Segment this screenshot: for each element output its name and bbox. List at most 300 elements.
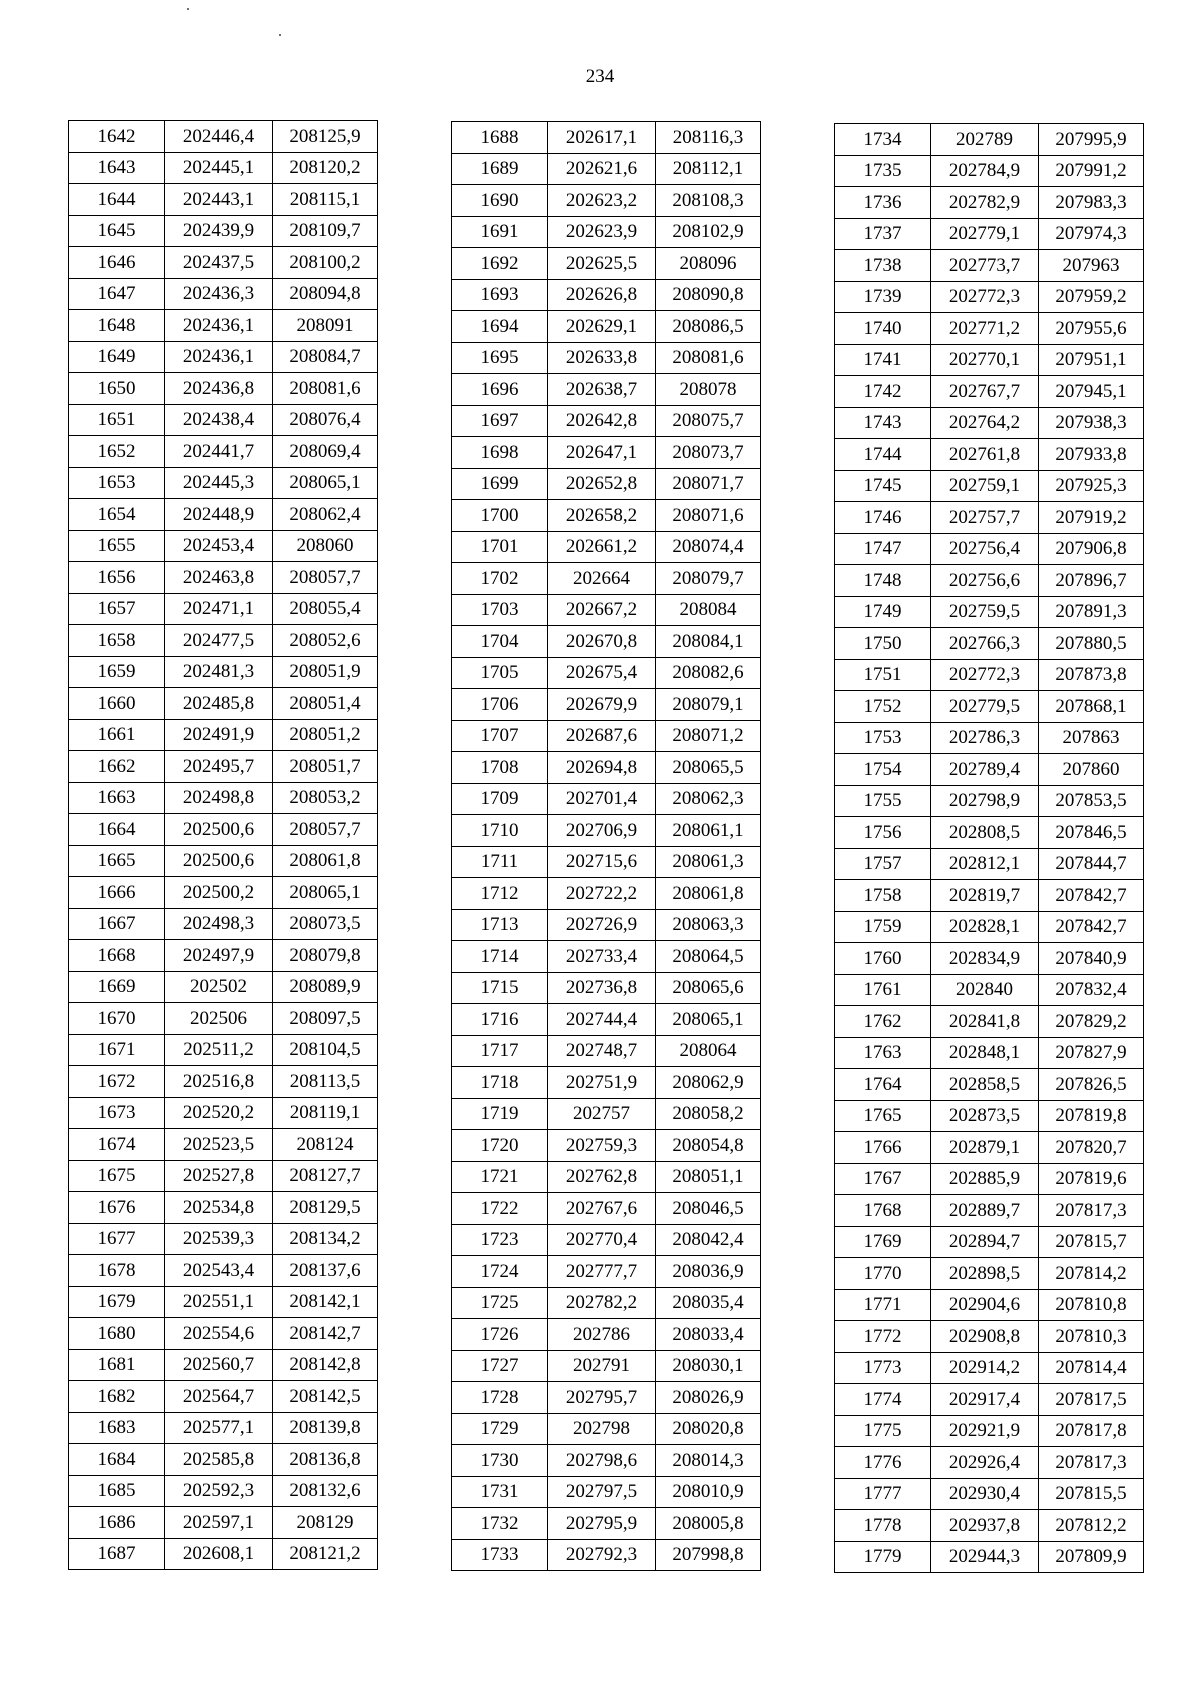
y-coordinate-cell: 207995,9 <box>1039 124 1144 156</box>
x-coordinate-cell: 202944,3 <box>931 1541 1039 1573</box>
point-number-cell: 1655 <box>69 530 165 562</box>
y-coordinate-cell: 208065,1 <box>273 467 378 499</box>
table-row <box>452 594 761 626</box>
x-coordinate-cell: 202757,7 <box>931 502 1039 534</box>
table-row <box>452 1067 761 1099</box>
x-coordinate-cell: 202485,8 <box>165 688 273 720</box>
x-coordinate-cell: 202879,1 <box>931 1132 1039 1164</box>
y-coordinate-cell: 208079,8 <box>273 940 378 972</box>
x-coordinate-cell: 202706,9 <box>548 815 656 847</box>
table-row <box>835 376 1144 408</box>
table-row <box>452 1004 761 1036</box>
x-coordinate-cell: 202904,6 <box>931 1289 1039 1321</box>
point-number-cell: 1754 <box>835 754 931 786</box>
point-number-cell: 1710 <box>452 815 548 847</box>
point-number-cell: 1650 <box>69 373 165 405</box>
point-number-cell: 1670 <box>69 1003 165 1035</box>
table-row <box>452 1130 761 1162</box>
table-row <box>69 215 378 247</box>
table-row <box>69 1538 378 1570</box>
x-coordinate-cell: 202791 <box>548 1350 656 1382</box>
x-coordinate-cell: 202772,3 <box>931 659 1039 691</box>
point-number-cell: 1664 <box>69 814 165 846</box>
x-coordinate-cell: 202629,1 <box>548 311 656 343</box>
table-row <box>69 1160 378 1192</box>
table-row <box>452 1350 761 1382</box>
table-row <box>452 1287 761 1319</box>
x-coordinate-cell: 202497,9 <box>165 940 273 972</box>
x-coordinate-cell: 202523,5 <box>165 1129 273 1161</box>
y-coordinate-cell: 208065,1 <box>656 1004 761 1036</box>
table-row <box>835 1289 1144 1321</box>
point-number-cell: 1748 <box>835 565 931 597</box>
table-row <box>452 878 761 910</box>
point-number-cell: 1728 <box>452 1382 548 1414</box>
x-coordinate-cell: 202885,9 <box>931 1163 1039 1195</box>
point-number-cell: 1684 <box>69 1444 165 1476</box>
y-coordinate-cell: 208119,1 <box>273 1097 378 1129</box>
x-coordinate-cell: 202840 <box>931 974 1039 1006</box>
point-number-cell: 1698 <box>452 437 548 469</box>
y-coordinate-cell: 207868,1 <box>1039 691 1144 723</box>
x-coordinate-cell: 202500,2 <box>165 877 273 909</box>
y-coordinate-cell: 207815,5 <box>1039 1478 1144 1510</box>
point-number-cell: 1720 <box>452 1130 548 1162</box>
scan-speck <box>279 34 281 36</box>
point-number-cell: 1700 <box>452 500 548 532</box>
table-row <box>452 689 761 721</box>
table-row <box>835 848 1144 880</box>
y-coordinate-cell: 207832,4 <box>1039 974 1144 1006</box>
y-coordinate-cell: 208096 <box>656 248 761 280</box>
x-coordinate-cell: 202625,5 <box>548 248 656 280</box>
x-coordinate-cell: 202828,1 <box>931 911 1039 943</box>
table-row <box>835 1384 1144 1416</box>
x-coordinate-cell: 202436,1 <box>165 341 273 373</box>
point-number-cell: 1726 <box>452 1319 548 1351</box>
point-number-cell: 1708 <box>452 752 548 784</box>
point-number-cell: 1719 <box>452 1098 548 1130</box>
point-number-cell: 1711 <box>452 846 548 878</box>
point-number-cell: 1666 <box>69 877 165 909</box>
point-number-cell: 1689 <box>452 153 548 185</box>
table-row <box>69 373 378 405</box>
y-coordinate-cell: 208061,1 <box>656 815 761 847</box>
point-number-cell: 1688 <box>452 122 548 154</box>
page-number: 234 <box>585 66 615 87</box>
point-number-cell: 1662 <box>69 751 165 783</box>
y-coordinate-cell: 208102,9 <box>656 216 761 248</box>
y-coordinate-cell: 207829,2 <box>1039 1006 1144 1038</box>
point-number-cell: 1657 <box>69 593 165 625</box>
point-number-cell: 1752 <box>835 691 931 723</box>
y-coordinate-cell: 208042,4 <box>656 1224 761 1256</box>
table-row <box>69 940 378 972</box>
table-row <box>452 405 761 437</box>
coordinates-table-1 <box>68 120 378 1570</box>
table-row <box>452 1098 761 1130</box>
x-coordinate-cell: 202633,8 <box>548 342 656 374</box>
point-number-cell: 1645 <box>69 215 165 247</box>
x-coordinate-cell: 202623,2 <box>548 185 656 217</box>
point-number-cell: 1663 <box>69 782 165 814</box>
x-coordinate-cell: 202638,7 <box>548 374 656 406</box>
x-coordinate-cell: 202516,8 <box>165 1066 273 1098</box>
x-coordinate-cell: 202495,7 <box>165 751 273 783</box>
point-number-cell: 1772 <box>835 1321 931 1353</box>
point-number-cell: 1718 <box>452 1067 548 1099</box>
x-coordinate-cell: 202773,7 <box>931 250 1039 282</box>
point-number-cell: 1668 <box>69 940 165 972</box>
table-row <box>69 404 378 436</box>
x-coordinate-cell: 202554,6 <box>165 1318 273 1350</box>
point-number-cell: 1758 <box>835 880 931 912</box>
x-coordinate-cell: 202701,4 <box>548 783 656 815</box>
point-number-cell: 1713 <box>452 909 548 941</box>
y-coordinate-cell: 208058,2 <box>656 1098 761 1130</box>
table-row <box>69 1003 378 1035</box>
y-coordinate-cell: 207991,2 <box>1039 155 1144 187</box>
point-number-cell: 1739 <box>835 281 931 313</box>
y-coordinate-cell: 208134,2 <box>273 1223 378 1255</box>
table-row <box>835 1352 1144 1384</box>
y-coordinate-cell: 207814,2 <box>1039 1258 1144 1290</box>
x-coordinate-cell: 202448,9 <box>165 499 273 531</box>
table-row <box>69 1034 378 1066</box>
x-coordinate-cell: 202756,6 <box>931 565 1039 597</box>
point-number-cell: 1760 <box>835 943 931 975</box>
point-number-cell: 1753 <box>835 722 931 754</box>
x-coordinate-cell: 202756,4 <box>931 533 1039 565</box>
point-number-cell: 1677 <box>69 1223 165 1255</box>
point-number-cell: 1658 <box>69 625 165 657</box>
point-number-cell: 1779 <box>835 1541 931 1573</box>
table-row <box>835 470 1144 502</box>
y-coordinate-cell: 208061,8 <box>273 845 378 877</box>
y-coordinate-cell: 207951,1 <box>1039 344 1144 376</box>
y-coordinate-cell: 208081,6 <box>656 342 761 374</box>
point-number-cell: 1742 <box>835 376 931 408</box>
table-row <box>452 783 761 815</box>
y-coordinate-cell: 207812,2 <box>1039 1510 1144 1542</box>
point-number-cell: 1683 <box>69 1412 165 1444</box>
point-number-cell: 1771 <box>835 1289 931 1321</box>
x-coordinate-cell: 202445,3 <box>165 467 273 499</box>
x-coordinate-cell: 202789 <box>931 124 1039 156</box>
y-coordinate-cell: 208055,4 <box>273 593 378 625</box>
y-coordinate-cell: 208071,2 <box>656 720 761 752</box>
x-coordinate-cell: 202577,1 <box>165 1412 273 1444</box>
point-number-cell: 1751 <box>835 659 931 691</box>
table-row <box>69 1507 378 1539</box>
point-number-cell: 1709 <box>452 783 548 815</box>
y-coordinate-cell: 207827,9 <box>1039 1037 1144 1069</box>
table-row <box>69 1412 378 1444</box>
x-coordinate-cell: 202667,2 <box>548 594 656 626</box>
table-row <box>69 1349 378 1381</box>
table-row <box>69 1475 378 1507</box>
y-coordinate-cell: 207814,4 <box>1039 1352 1144 1384</box>
point-number-cell: 1750 <box>835 628 931 660</box>
point-number-cell: 1651 <box>69 404 165 436</box>
x-coordinate-cell: 202498,8 <box>165 782 273 814</box>
point-number-cell: 1690 <box>452 185 548 217</box>
table-row <box>452 815 761 847</box>
table-row <box>835 1195 1144 1227</box>
table-row <box>835 596 1144 628</box>
y-coordinate-cell: 208137,6 <box>273 1255 378 1287</box>
table-row <box>835 911 1144 943</box>
x-coordinate-cell: 202500,6 <box>165 845 273 877</box>
x-coordinate-cell: 202795,7 <box>548 1382 656 1414</box>
y-coordinate-cell: 208046,5 <box>656 1193 761 1225</box>
y-coordinate-cell: 208062,3 <box>656 783 761 815</box>
y-coordinate-cell: 207819,8 <box>1039 1100 1144 1132</box>
point-number-cell: 1665 <box>69 845 165 877</box>
y-coordinate-cell: 207863 <box>1039 722 1144 754</box>
point-number-cell: 1716 <box>452 1004 548 1036</box>
point-number-cell: 1704 <box>452 626 548 658</box>
y-coordinate-cell: 207963 <box>1039 250 1144 282</box>
point-number-cell: 1724 <box>452 1256 548 1288</box>
point-number-cell: 1768 <box>835 1195 931 1227</box>
table-row <box>452 153 761 185</box>
x-coordinate-cell: 202782,2 <box>548 1287 656 1319</box>
point-number-cell: 1747 <box>835 533 931 565</box>
x-coordinate-cell: 202560,7 <box>165 1349 273 1381</box>
table-row <box>835 250 1144 282</box>
y-coordinate-cell: 208065,6 <box>656 972 761 1004</box>
x-coordinate-cell: 202767,6 <box>548 1193 656 1225</box>
table-row <box>452 1035 761 1067</box>
table-row <box>69 152 378 184</box>
x-coordinate-cell: 202463,8 <box>165 562 273 594</box>
x-coordinate-cell: 202623,9 <box>548 216 656 248</box>
y-coordinate-cell: 208116,3 <box>656 122 761 154</box>
x-coordinate-cell: 202642,8 <box>548 405 656 437</box>
table-row <box>835 1100 1144 1132</box>
x-coordinate-cell: 202439,9 <box>165 215 273 247</box>
x-coordinate-cell: 202715,6 <box>548 846 656 878</box>
table-row <box>835 785 1144 817</box>
point-number-cell: 1757 <box>835 848 931 880</box>
table-row <box>452 248 761 280</box>
x-coordinate-cell: 202841,8 <box>931 1006 1039 1038</box>
table-row <box>835 659 1144 691</box>
point-number-cell: 1656 <box>69 562 165 594</box>
coordinates-table-2 <box>451 121 761 1571</box>
y-coordinate-cell: 208035,4 <box>656 1287 761 1319</box>
table-row <box>452 1319 761 1351</box>
point-number-cell: 1702 <box>452 563 548 595</box>
x-coordinate-cell: 202498,3 <box>165 908 273 940</box>
point-number-cell: 1692 <box>452 248 548 280</box>
point-number-cell: 1737 <box>835 218 931 250</box>
point-number-cell: 1723 <box>452 1224 548 1256</box>
table-row <box>835 628 1144 660</box>
table-row <box>452 657 761 689</box>
x-coordinate-cell: 202436,8 <box>165 373 273 405</box>
point-number-cell: 1644 <box>69 184 165 216</box>
table-row <box>69 1192 378 1224</box>
point-number-cell: 1681 <box>69 1349 165 1381</box>
y-coordinate-cell: 208060 <box>273 530 378 562</box>
y-coordinate-cell: 208010,9 <box>656 1476 761 1508</box>
y-coordinate-cell: 208065,1 <box>273 877 378 909</box>
table-row <box>69 1255 378 1287</box>
x-coordinate-cell: 202767,7 <box>931 376 1039 408</box>
y-coordinate-cell: 207817,5 <box>1039 1384 1144 1416</box>
point-number-cell: 1745 <box>835 470 931 502</box>
y-coordinate-cell: 208051,9 <box>273 656 378 688</box>
y-coordinate-cell: 207815,7 <box>1039 1226 1144 1258</box>
x-coordinate-cell: 202597,1 <box>165 1507 273 1539</box>
point-number-cell: 1691 <box>452 216 548 248</box>
y-coordinate-cell: 208121,2 <box>273 1538 378 1570</box>
x-coordinate-cell: 202477,5 <box>165 625 273 657</box>
table-row <box>69 1097 378 1129</box>
x-coordinate-cell: 202617,1 <box>548 122 656 154</box>
point-number-cell: 1725 <box>452 1287 548 1319</box>
x-coordinate-cell: 202937,8 <box>931 1510 1039 1542</box>
x-coordinate-cell: 202926,4 <box>931 1447 1039 1479</box>
y-coordinate-cell: 208062,9 <box>656 1067 761 1099</box>
y-coordinate-cell: 207933,8 <box>1039 439 1144 471</box>
y-coordinate-cell: 207853,5 <box>1039 785 1144 817</box>
table-row <box>835 1226 1144 1258</box>
y-coordinate-cell: 208084,7 <box>273 341 378 373</box>
x-coordinate-cell: 202694,8 <box>548 752 656 784</box>
x-coordinate-cell: 202647,1 <box>548 437 656 469</box>
x-coordinate-cell: 202808,5 <box>931 817 1039 849</box>
table-row <box>835 124 1144 156</box>
y-coordinate-cell: 207959,2 <box>1039 281 1144 313</box>
x-coordinate-cell: 202608,1 <box>165 1538 273 1570</box>
point-number-cell: 1673 <box>69 1097 165 1129</box>
y-coordinate-cell: 208020,8 <box>656 1413 761 1445</box>
x-coordinate-cell: 202506 <box>165 1003 273 1035</box>
table-row <box>835 1258 1144 1290</box>
table-row <box>835 313 1144 345</box>
point-number-cell: 1749 <box>835 596 931 628</box>
y-coordinate-cell: 208061,3 <box>656 846 761 878</box>
y-coordinate-cell: 207842,7 <box>1039 911 1144 943</box>
x-coordinate-cell: 202779,1 <box>931 218 1039 250</box>
y-coordinate-cell: 207974,3 <box>1039 218 1144 250</box>
table-row <box>452 1508 761 1540</box>
y-coordinate-cell: 208104,5 <box>273 1034 378 1066</box>
y-coordinate-cell: 208030,1 <box>656 1350 761 1382</box>
x-coordinate-cell: 202585,8 <box>165 1444 273 1476</box>
x-coordinate-cell: 202779,5 <box>931 691 1039 723</box>
point-number-cell: 1705 <box>452 657 548 689</box>
y-coordinate-cell: 208124 <box>273 1129 378 1161</box>
y-coordinate-cell: 208084 <box>656 594 761 626</box>
y-coordinate-cell: 208094,8 <box>273 278 378 310</box>
x-coordinate-cell: 202664 <box>548 563 656 595</box>
point-number-cell: 1648 <box>69 310 165 342</box>
point-number-cell: 1646 <box>69 247 165 279</box>
x-coordinate-cell: 202848,1 <box>931 1037 1039 1069</box>
table-row <box>452 846 761 878</box>
point-number-cell: 1697 <box>452 405 548 437</box>
table-row <box>452 563 761 595</box>
y-coordinate-cell: 208051,1 <box>656 1161 761 1193</box>
y-coordinate-cell: 208079,1 <box>656 689 761 721</box>
table-row <box>69 625 378 657</box>
point-number-cell: 1755 <box>835 785 931 817</box>
table-row <box>835 754 1144 786</box>
point-number-cell: 1715 <box>452 972 548 1004</box>
x-coordinate-cell: 202898,5 <box>931 1258 1039 1290</box>
y-coordinate-cell: 208069,4 <box>273 436 378 468</box>
y-coordinate-cell: 208054,8 <box>656 1130 761 1162</box>
point-number-cell: 1695 <box>452 342 548 374</box>
y-coordinate-cell: 208073,5 <box>273 908 378 940</box>
point-number-cell: 1744 <box>835 439 931 471</box>
y-coordinate-cell: 207819,6 <box>1039 1163 1144 1195</box>
table-row <box>69 593 378 625</box>
y-coordinate-cell: 208074,4 <box>656 531 761 563</box>
x-coordinate-cell: 202445,1 <box>165 152 273 184</box>
y-coordinate-cell: 208078 <box>656 374 761 406</box>
x-coordinate-cell: 202798,6 <box>548 1445 656 1477</box>
x-coordinate-cell: 202782,9 <box>931 187 1039 219</box>
y-coordinate-cell: 207919,2 <box>1039 502 1144 534</box>
x-coordinate-cell: 202511,2 <box>165 1034 273 1066</box>
table-row <box>69 845 378 877</box>
y-coordinate-cell: 208091 <box>273 310 378 342</box>
y-coordinate-cell: 207846,5 <box>1039 817 1144 849</box>
point-number-cell: 1669 <box>69 971 165 1003</box>
table-row <box>835 817 1144 849</box>
point-number-cell: 1696 <box>452 374 548 406</box>
table-row <box>69 877 378 909</box>
x-coordinate-cell: 202751,9 <box>548 1067 656 1099</box>
table-row <box>452 626 761 658</box>
x-coordinate-cell: 202761,8 <box>931 439 1039 471</box>
table-row <box>835 1163 1144 1195</box>
table-row <box>452 1382 761 1414</box>
table-row <box>452 972 761 1004</box>
table-row <box>452 279 761 311</box>
y-coordinate-cell: 207880,5 <box>1039 628 1144 660</box>
y-coordinate-cell: 207820,7 <box>1039 1132 1144 1164</box>
x-coordinate-cell: 202757 <box>548 1098 656 1130</box>
x-coordinate-cell: 202873,5 <box>931 1100 1039 1132</box>
x-coordinate-cell: 202798 <box>548 1413 656 1445</box>
y-coordinate-cell: 208071,6 <box>656 500 761 532</box>
table-row <box>69 341 378 373</box>
point-number-cell: 1643 <box>69 152 165 184</box>
x-coordinate-cell: 202795,9 <box>548 1508 656 1540</box>
point-number-cell: 1649 <box>69 341 165 373</box>
y-coordinate-cell: 208053,2 <box>273 782 378 814</box>
table-row <box>452 1413 761 1445</box>
y-coordinate-cell: 208057,7 <box>273 562 378 594</box>
x-coordinate-cell: 202626,8 <box>548 279 656 311</box>
table-row <box>835 1321 1144 1353</box>
y-coordinate-cell: 208014,3 <box>656 1445 761 1477</box>
x-coordinate-cell: 202770,1 <box>931 344 1039 376</box>
table-row <box>452 122 761 154</box>
table-row <box>69 688 378 720</box>
point-number-cell: 1777 <box>835 1478 931 1510</box>
x-coordinate-cell: 202784,9 <box>931 155 1039 187</box>
y-coordinate-cell: 207817,3 <box>1039 1447 1144 1479</box>
table-row <box>452 941 761 973</box>
table-row <box>452 720 761 752</box>
